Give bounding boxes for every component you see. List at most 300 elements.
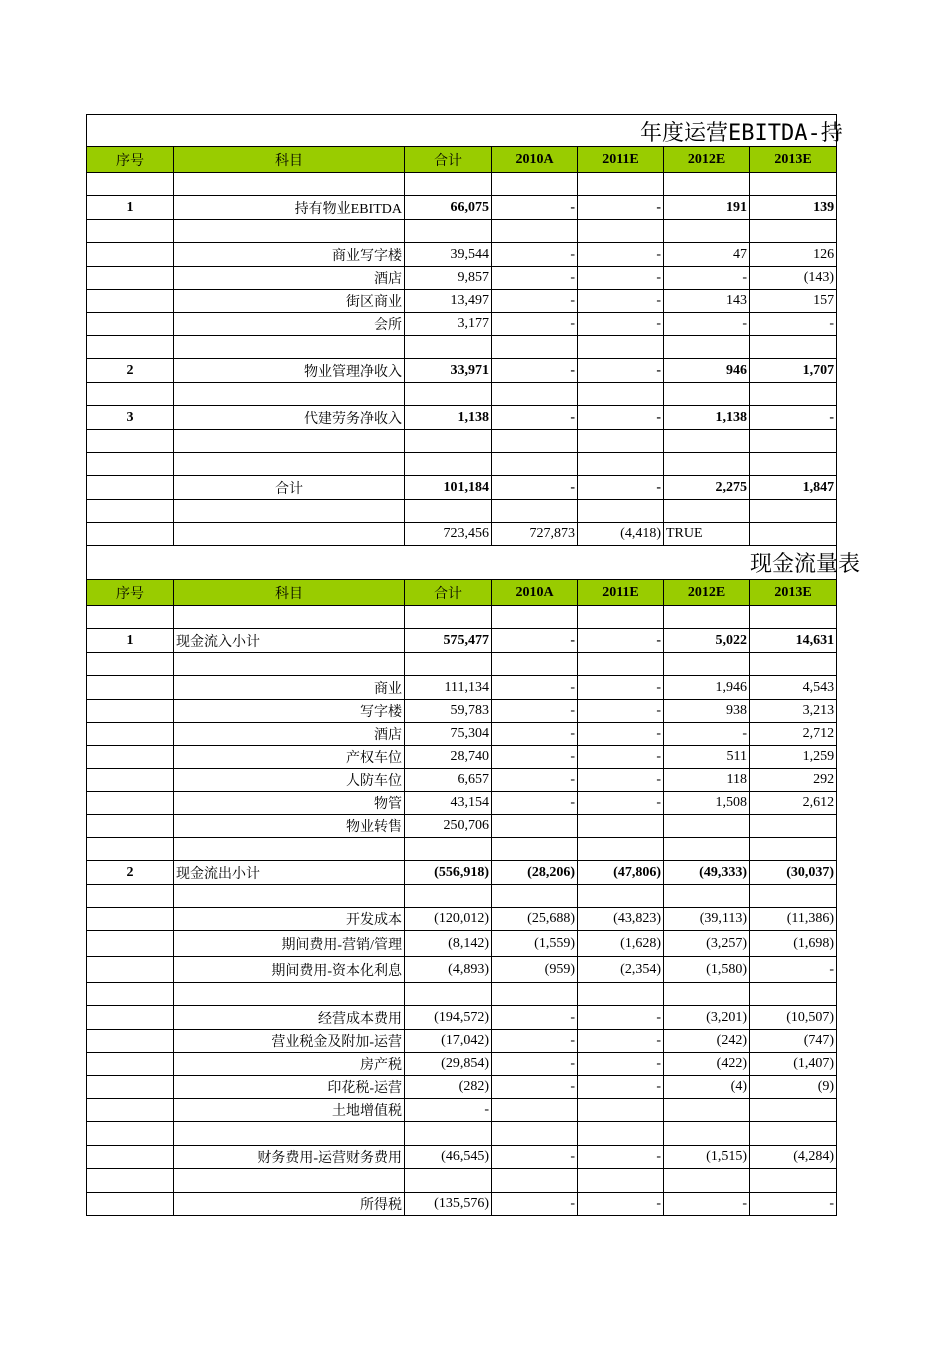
value-cell[interactable] [750,653,837,676]
row-number-cell[interactable] [87,676,174,700]
value-cell[interactable] [578,220,664,243]
value-cell[interactable]: 1,847 [750,476,837,500]
value-cell[interactable]: 575,477 [405,629,492,653]
value-cell[interactable] [492,653,578,676]
row-number-cell[interactable]: 3 [87,406,174,430]
value-cell[interactable] [750,173,837,196]
item-label-cell[interactable]: 所得税 [174,1193,405,1216]
value-cell[interactable]: 250,706 [405,815,492,838]
value-cell[interactable]: - [492,1146,578,1169]
value-cell[interactable] [492,838,578,861]
value-cell[interactable] [492,1099,578,1122]
item-label-cell[interactable] [174,173,405,196]
value-cell[interactable]: 946 [664,359,750,383]
value-cell[interactable]: 3,213 [750,700,837,723]
item-label-cell[interactable]: 物业管理净收入 [174,359,405,383]
item-label-cell[interactable]: 印花税-运营 [174,1076,405,1099]
value-cell[interactable]: (3,257) [664,931,750,957]
row-number-cell[interactable] [87,1053,174,1076]
row-number-cell[interactable] [87,885,174,908]
value-cell[interactable]: (4,284) [750,1146,837,1169]
value-cell[interactable] [750,606,837,629]
value-cell[interactable]: - [578,746,664,769]
value-cell[interactable] [492,1122,578,1146]
value-cell[interactable] [492,885,578,908]
value-cell[interactable]: - [578,1030,664,1053]
value-cell[interactable]: 191 [664,196,750,220]
value-cell[interactable] [664,453,750,476]
value-cell[interactable]: 727,873 [492,523,578,546]
value-cell[interactable] [578,453,664,476]
value-cell[interactable]: 6,657 [405,769,492,792]
value-cell[interactable]: 33,971 [405,359,492,383]
value-cell[interactable]: - [750,406,837,430]
value-cell[interactable] [750,983,837,1006]
item-label-cell[interactable]: 物管 [174,792,405,815]
value-cell[interactable] [405,653,492,676]
value-cell[interactable]: - [492,1030,578,1053]
value-cell[interactable]: 14,631 [750,629,837,653]
item-label-cell[interactable] [174,606,405,629]
item-label-cell[interactable]: 财务费用-运营财务费用 [174,1146,405,1169]
row-number-cell[interactable] [87,1006,174,1030]
item-label-cell[interactable]: 期间费用-营销/管理 [174,931,405,957]
value-cell[interactable]: - [578,1053,664,1076]
value-cell[interactable]: 9,857 [405,267,492,290]
value-cell[interactable]: (4,418) [578,523,664,546]
value-cell[interactable]: (1,407) [750,1053,837,1076]
value-cell[interactable]: - [492,1006,578,1030]
value-cell[interactable]: - [664,1193,750,1216]
value-cell[interactable]: 4,543 [750,676,837,700]
value-cell[interactable]: - [664,313,750,336]
value-cell[interactable]: 47 [664,243,750,267]
value-cell[interactable]: (242) [664,1030,750,1053]
value-cell[interactable]: - [578,1076,664,1099]
value-cell[interactable]: (2,354) [578,957,664,983]
value-cell[interactable]: (135,576) [405,1193,492,1216]
value-cell[interactable] [492,606,578,629]
item-label-cell[interactable]: 代建劳务净收入 [174,406,405,430]
value-cell[interactable]: 157 [750,290,837,313]
value-cell[interactable]: TRUE [664,523,750,546]
value-cell[interactable] [750,1099,837,1122]
item-label-cell[interactable]: 酒店 [174,723,405,746]
row-number-cell[interactable]: 2 [87,861,174,885]
value-cell[interactable]: (959) [492,957,578,983]
row-number-cell[interactable] [87,983,174,1006]
row-number-cell[interactable] [87,792,174,815]
value-cell[interactable]: 75,304 [405,723,492,746]
value-cell[interactable] [664,653,750,676]
row-number-cell[interactable] [87,931,174,957]
value-cell[interactable]: (4,893) [405,957,492,983]
value-cell[interactable] [578,336,664,359]
value-cell[interactable]: - [405,1099,492,1122]
value-cell[interactable] [578,838,664,861]
row-number-cell[interactable] [87,1099,174,1122]
item-label-cell[interactable] [174,336,405,359]
value-cell[interactable] [750,1169,837,1193]
value-cell[interactable]: - [578,629,664,653]
value-cell[interactable] [664,1169,750,1193]
value-cell[interactable] [492,983,578,1006]
value-cell[interactable] [405,430,492,453]
item-label-cell[interactable]: 开发成本 [174,908,405,931]
value-cell[interactable]: - [492,792,578,815]
value-cell[interactable] [492,453,578,476]
value-cell[interactable]: (11,386) [750,908,837,931]
row-number-cell[interactable] [87,908,174,931]
value-cell[interactable] [405,983,492,1006]
row-number-cell[interactable] [87,1146,174,1169]
value-cell[interactable]: - [492,629,578,653]
value-cell[interactable]: (8,142) [405,931,492,957]
item-label-cell[interactable]: 期间费用-资本化利息 [174,957,405,983]
item-label-cell[interactable]: 物业转售 [174,815,405,838]
value-cell[interactable]: - [664,723,750,746]
row-number-cell[interactable] [87,1076,174,1099]
value-cell[interactable] [578,1122,664,1146]
value-cell[interactable] [578,606,664,629]
value-cell[interactable]: - [578,313,664,336]
value-cell[interactable]: 13,497 [405,290,492,313]
value-cell[interactable]: 2,275 [664,476,750,500]
value-cell[interactable] [664,838,750,861]
item-label-cell[interactable] [174,383,405,406]
item-label-cell[interactable]: 产权车位 [174,746,405,769]
row-number-cell[interactable] [87,267,174,290]
value-cell[interactable]: - [578,196,664,220]
row-number-cell[interactable] [87,1030,174,1053]
value-cell[interactable]: (1,559) [492,931,578,957]
value-cell[interactable] [578,815,664,838]
value-cell[interactable]: 39,544 [405,243,492,267]
value-cell[interactable] [405,606,492,629]
row-number-cell[interactable] [87,523,174,546]
value-cell[interactable]: - [578,700,664,723]
spreadsheet [86,114,861,1216]
value-cell[interactable]: (39,113) [664,908,750,931]
value-cell[interactable]: 511 [664,746,750,769]
value-cell[interactable]: (3,201) [664,1006,750,1030]
value-cell[interactable]: 126 [750,243,837,267]
value-cell[interactable]: - [578,243,664,267]
value-cell[interactable]: 101,184 [405,476,492,500]
item-label-cell[interactable]: 会所 [174,313,405,336]
value-cell[interactable]: 43,154 [405,792,492,815]
value-cell[interactable]: - [492,313,578,336]
value-cell[interactable]: (282) [405,1076,492,1099]
value-cell[interactable]: (46,545) [405,1146,492,1169]
value-cell[interactable]: (143) [750,267,837,290]
value-cell[interactable]: (194,572) [405,1006,492,1030]
value-cell[interactable] [664,606,750,629]
row-number-cell[interactable] [87,700,174,723]
value-cell[interactable] [750,453,837,476]
value-cell[interactable]: - [492,196,578,220]
value-cell[interactable] [492,430,578,453]
value-cell[interactable] [492,336,578,359]
value-cell[interactable] [750,220,837,243]
value-cell[interactable]: 1,138 [405,406,492,430]
item-label-cell[interactable] [174,838,405,861]
item-label-cell[interactable]: 营业税金及附加-运营 [174,1030,405,1053]
value-cell[interactable] [750,430,837,453]
value-cell[interactable]: - [492,243,578,267]
value-cell[interactable] [492,500,578,523]
value-cell[interactable]: - [750,313,837,336]
value-cell[interactable]: (1,580) [664,957,750,983]
item-label-cell[interactable]: 现金流入小计 [174,629,405,653]
value-cell[interactable] [664,220,750,243]
value-cell[interactable]: - [492,700,578,723]
row-number-cell[interactable]: 2 [87,359,174,383]
value-cell[interactable] [664,336,750,359]
value-cell[interactable]: - [664,267,750,290]
value-cell[interactable] [664,885,750,908]
row-number-cell[interactable] [87,500,174,523]
row-number-cell[interactable] [87,290,174,313]
value-cell[interactable]: 723,456 [405,523,492,546]
row-number-cell[interactable] [87,746,174,769]
row-number-cell[interactable] [87,243,174,267]
value-cell[interactable] [664,173,750,196]
value-cell[interactable]: 59,783 [405,700,492,723]
cashflow-title-cell [87,546,861,580]
item-label-cell[interactable] [174,653,405,676]
value-cell[interactable]: - [492,290,578,313]
item-label-cell[interactable] [174,885,405,908]
value-cell[interactable]: - [578,476,664,500]
value-cell[interactable]: - [578,1146,664,1169]
value-cell[interactable] [664,983,750,1006]
table-row [87,838,837,861]
row-number-cell[interactable] [87,336,174,359]
value-cell[interactable] [664,815,750,838]
value-cell[interactable] [405,453,492,476]
item-label-cell[interactable] [174,983,405,1006]
value-cell[interactable]: 1,508 [664,792,750,815]
value-cell[interactable] [578,500,664,523]
value-cell[interactable] [405,336,492,359]
value-cell[interactable] [405,173,492,196]
value-cell[interactable] [664,430,750,453]
value-cell[interactable]: - [578,723,664,746]
row-number-cell[interactable] [87,476,174,500]
value-cell[interactable]: 1,259 [750,746,837,769]
value-cell[interactable] [492,173,578,196]
value-cell[interactable]: (120,012) [405,908,492,931]
value-cell[interactable]: (47,806) [578,861,664,885]
item-label-cell[interactable] [174,500,405,523]
value-cell[interactable]: - [492,476,578,500]
row-number-cell[interactable] [87,1193,174,1216]
table-row [87,606,837,629]
table-row [87,861,837,885]
value-cell[interactable]: (10,507) [750,1006,837,1030]
value-cell[interactable] [664,500,750,523]
value-cell[interactable] [750,838,837,861]
value-cell[interactable]: - [492,267,578,290]
value-cell[interactable]: (556,918) [405,861,492,885]
value-cell[interactable]: - [750,1193,837,1216]
row-number-cell[interactable] [87,653,174,676]
item-label-cell[interactable] [174,430,405,453]
item-label-cell[interactable] [174,1169,405,1193]
value-cell[interactable]: (422) [664,1053,750,1076]
row-number-cell[interactable] [87,957,174,983]
value-cell[interactable]: - [492,359,578,383]
value-cell[interactable]: - [492,723,578,746]
item-label-cell[interactable]: 现金流出小计 [174,861,405,885]
value-cell[interactable]: - [492,1053,578,1076]
value-cell[interactable]: - [578,359,664,383]
value-cell[interactable] [664,1099,750,1122]
value-cell[interactable]: (28,206) [492,861,578,885]
value-cell[interactable] [578,885,664,908]
value-cell[interactable]: - [492,769,578,792]
value-cell[interactable]: - [492,746,578,769]
row-number-cell[interactable] [87,769,174,792]
value-cell[interactable] [405,1122,492,1146]
row-number-cell[interactable] [87,723,174,746]
value-cell[interactable]: - [578,290,664,313]
value-cell[interactable]: (1,628) [578,931,664,957]
value-cell[interactable]: - [578,769,664,792]
item-label-cell[interactable] [174,220,405,243]
value-cell[interactable] [578,430,664,453]
value-cell[interactable]: - [578,406,664,430]
value-cell[interactable] [664,383,750,406]
value-cell[interactable]: 1,138 [664,406,750,430]
value-cell[interactable]: 1,946 [664,676,750,700]
value-cell[interactable] [578,1169,664,1193]
value-cell[interactable]: 118 [664,769,750,792]
value-cell[interactable]: 139 [750,196,837,220]
item-label-cell[interactable] [174,1122,405,1146]
value-cell[interactable]: (30,037) [750,861,837,885]
value-cell[interactable] [578,1099,664,1122]
value-cell[interactable]: 1,707 [750,359,837,383]
item-label-cell[interactable]: 商业 [174,676,405,700]
value-cell[interactable]: (25,688) [492,908,578,931]
value-cell[interactable] [405,500,492,523]
row-number-cell[interactable] [87,220,174,243]
value-cell[interactable] [750,500,837,523]
item-label-cell[interactable]: 酒店 [174,267,405,290]
value-cell[interactable] [405,885,492,908]
value-cell[interactable] [492,815,578,838]
value-cell[interactable] [750,1122,837,1146]
item-label-cell[interactable]: 写字楼 [174,700,405,723]
value-cell[interactable]: - [578,267,664,290]
value-cell[interactable]: 938 [664,700,750,723]
value-cell[interactable] [750,815,837,838]
row-number-cell[interactable]: 1 [87,196,174,220]
value-cell[interactable]: (1,515) [664,1146,750,1169]
row-number-cell[interactable] [87,815,174,838]
value-cell[interactable] [405,838,492,861]
value-cell[interactable]: - [492,1076,578,1099]
value-cell[interactable]: - [750,957,837,983]
value-cell[interactable]: 111,134 [405,676,492,700]
item-label-cell[interactable]: 商业写字楼 [174,243,405,267]
value-cell[interactable]: - [492,676,578,700]
value-cell[interactable] [664,1122,750,1146]
row-number-cell[interactable]: 1 [87,629,174,653]
value-cell[interactable]: (43,823) [578,908,664,931]
row-number-cell[interactable] [87,313,174,336]
value-cell[interactable] [405,220,492,243]
item-label-cell[interactable]: 土地增值税 [174,1099,405,1122]
value-cell[interactable]: (17,042) [405,1030,492,1053]
item-label-cell[interactable]: 合计 [174,476,405,500]
value-cell[interactable]: (747) [750,1030,837,1053]
item-label-cell[interactable] [174,523,405,546]
value-cell[interactable] [750,336,837,359]
value-cell[interactable]: (1,698) [750,931,837,957]
value-cell[interactable]: 28,740 [405,746,492,769]
value-cell[interactable] [750,383,837,406]
row-number-cell[interactable] [87,173,174,196]
item-label-cell[interactable]: 经营成本费用 [174,1006,405,1030]
item-label-cell[interactable]: 人防车位 [174,769,405,792]
item-label-cell[interactable]: 房产税 [174,1053,405,1076]
value-cell[interactable] [578,983,664,1006]
value-cell[interactable] [492,383,578,406]
value-cell[interactable]: - [578,1006,664,1030]
cashflow-header-row [87,580,837,606]
row-number-cell[interactable] [87,838,174,861]
value-cell[interactable] [750,885,837,908]
row-number-cell[interactable] [87,606,174,629]
value-cell[interactable]: 3,177 [405,313,492,336]
row-number-cell[interactable] [87,430,174,453]
value-cell[interactable]: (9) [750,1076,837,1099]
value-cell[interactable]: - [578,1193,664,1216]
value-cell[interactable] [578,173,664,196]
value-cell[interactable]: 2,612 [750,792,837,815]
value-cell[interactable] [405,1169,492,1193]
value-cell[interactable] [492,1169,578,1193]
value-cell[interactable] [492,220,578,243]
item-label-cell[interactable] [174,453,405,476]
value-cell[interactable] [405,383,492,406]
value-cell[interactable]: - [578,676,664,700]
value-cell[interactable]: - [492,1193,578,1216]
row-number-cell[interactable] [87,1122,174,1146]
value-cell[interactable]: 143 [664,290,750,313]
value-cell[interactable] [578,383,664,406]
value-cell[interactable]: (4) [664,1076,750,1099]
row-number-cell[interactable] [87,383,174,406]
value-cell[interactable]: 5,022 [664,629,750,653]
value-cell[interactable]: - [578,792,664,815]
value-cell[interactable]: 292 [750,769,837,792]
item-label-cell[interactable]: 街区商业 [174,290,405,313]
value-cell[interactable] [750,523,837,546]
value-cell[interactable] [578,653,664,676]
item-label-cell[interactable]: 持有物业EBITDA [174,196,405,220]
value-cell[interactable]: 2,712 [750,723,837,746]
value-cell[interactable]: (29,854) [405,1053,492,1076]
row-number-cell[interactable] [87,453,174,476]
value-cell[interactable]: - [492,406,578,430]
value-cell[interactable]: (49,333) [664,861,750,885]
row-number-cell[interactable] [87,1169,174,1193]
value-cell[interactable]: 66,075 [405,196,492,220]
